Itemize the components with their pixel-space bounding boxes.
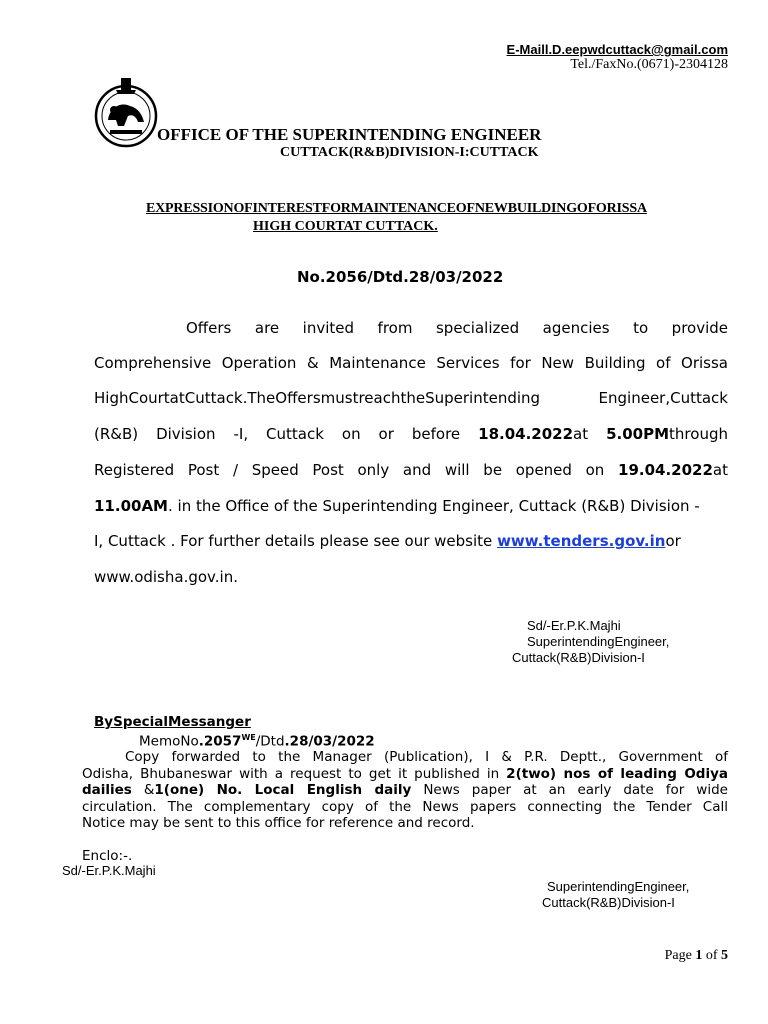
memo-number xyxy=(139,733,375,750)
body-line-5 xyxy=(94,461,728,479)
memo-p3-a: dailies xyxy=(82,782,132,798)
body-line-6-a: . in the Office of the Superintending Engineer, Cuttack (R&B) Division - xyxy=(167,497,700,515)
odisha-emblem-icon xyxy=(94,76,158,148)
memo-p3-d: News paper at an early date for wide xyxy=(423,782,728,798)
body-line-4 xyxy=(94,425,728,443)
page-of: of xyxy=(705,948,718,963)
memo-p2-b: 2(two) nos of leading Odiya xyxy=(506,766,728,782)
body-line-4-c: through xyxy=(669,425,728,443)
memo-prefix: MemoNo xyxy=(139,733,199,750)
body-line-4-a: (R&B) Division -I, Cuttack on or before xyxy=(94,425,461,443)
page-word: Page xyxy=(664,948,692,963)
office-title: OFFICE OF THE SUPERINTENDING ENGINEER xyxy=(157,125,542,144)
body-line-7-a: I, Cuttack . For further details please see our website xyxy=(94,532,493,550)
body-line-7 xyxy=(94,532,728,550)
division-title: CUTTACK(R&B)DIVISION-I:CUTTACK xyxy=(280,145,539,160)
memo-para-line-4: circulation. The complementary copy of the News papers connecting the Tender Call xyxy=(82,799,728,815)
signature1-name: Sd/-Er.P.K.Majhi xyxy=(527,618,621,633)
submission-time: 5.00PM xyxy=(606,425,670,443)
memo-no: .2057 xyxy=(198,733,242,750)
memo-para-line-3 xyxy=(82,782,728,798)
body-line-1: Offers are invited from specialized agencies to provide xyxy=(186,319,728,337)
page-total: 5 xyxy=(721,948,728,963)
body-line-6 xyxy=(94,497,728,515)
body-line-5-b: at xyxy=(712,461,728,479)
enclosure-label: Enclo:-. xyxy=(82,848,133,864)
body-line-5-a: Registered Post / Speed Post only and will be opened on xyxy=(94,461,605,479)
opening-time: 11.00AM xyxy=(94,497,168,515)
body-line-7-b: or xyxy=(665,532,681,550)
tel-fax: Tel./FaxNo.(0671)-2304128 xyxy=(570,57,728,72)
memo-p3-c: 1(one) No. Local English daily xyxy=(154,782,412,798)
tenders-website-link[interactable]: www.tenders.gov.in xyxy=(497,532,666,550)
memo-p3-b: & xyxy=(143,782,155,798)
reference-number: No.2056/Dtd.28/03/2022 xyxy=(297,268,504,286)
body-line-4-b: at xyxy=(573,425,589,443)
signature2-title: SuperintendingEngineer, xyxy=(547,879,690,894)
memo-date: .28/03/2022 xyxy=(284,733,375,750)
memo-para-line-2 xyxy=(82,766,728,782)
memo-p2-a: Odisha, Bhubaneswar with a request to get it published in xyxy=(82,766,500,782)
subject-line-1: EXPRESSIONOFINTERESTFORMAINTENANCEOFNEWBUILDINGOFORISSA xyxy=(146,201,647,216)
delivery-mode: BySpecialMessanger xyxy=(94,714,251,730)
page-number xyxy=(665,948,728,964)
body-line-3 xyxy=(94,389,728,407)
memo-para-line-5: Notice may be sent to this office for reference and record. xyxy=(82,815,475,831)
body-line-2: Comprehensive Operation & Maintenance Services for New Building of Orissa xyxy=(94,354,728,372)
email-address: E-Maill.D.eepwdcuttack@gmail.com xyxy=(506,42,728,57)
body-line-8: www.odisha.gov.in. xyxy=(94,568,238,586)
opening-date: 19.04.2022 xyxy=(618,461,713,479)
submission-date: 18.04.2022 xyxy=(478,425,574,443)
page-current: 1 xyxy=(695,948,703,963)
signature1-division: Cuttack(R&B)Division-I xyxy=(512,650,645,665)
signature2-name: Sd/-Er.P.K.Majhi xyxy=(62,863,156,878)
body-line-3-a: HighCourtatCuttack.TheOffersmustreachtheSuperintending xyxy=(94,389,541,407)
memo-para-line-1: Copy forwarded to the Manager (Publication), I & P.R. Deptt., Government of xyxy=(125,749,728,765)
signature2-division: Cuttack(R&B)Division-I xyxy=(542,895,675,910)
memo-sup: WE xyxy=(241,733,256,742)
signature1-title: SuperintendingEngineer, xyxy=(527,634,670,649)
subject-line-2: HIGH COURTAT CUTTACK. xyxy=(253,219,438,234)
body-line-3-b: Engineer,Cuttack xyxy=(598,389,728,407)
memo-mid: /Dtd xyxy=(255,733,285,750)
